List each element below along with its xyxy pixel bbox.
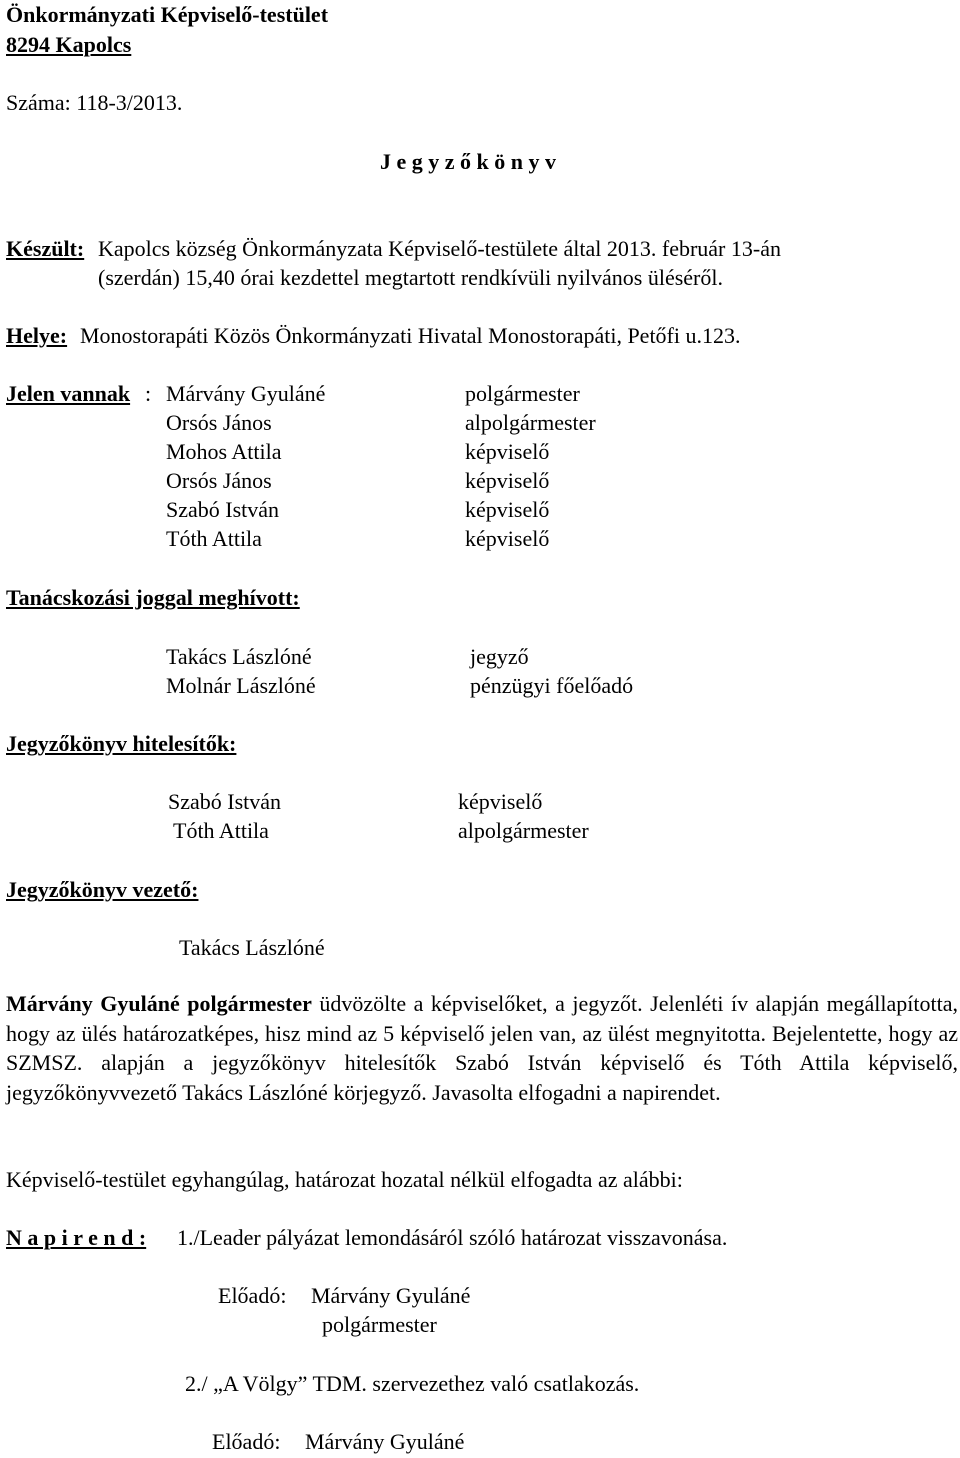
invited-role: pénzügyi főelőadó [470,673,634,698]
document-title: J e g y z ő k ö n y v [380,149,556,174]
attendee-role: polgármester [465,381,580,406]
document-number: Száma: 118-3/2013. [6,90,183,115]
org-address: 8294 Kapolcs [6,32,132,57]
attendee-name: Mohos Attila [166,439,282,464]
agenda-item-1: 1./Leader pályázat lemondásáról szóló határozat visszavonása. [177,1225,728,1250]
helye-text: Monostorapáti Közös Önkormányzati Hivatal Monostorapáti, Petőfi u.123. [80,323,741,348]
opening-paragraph [6,989,958,1107]
agenda-item-2: 2./ „A Völgy” TDM. szervezethez való csatlakozás. [185,1371,640,1396]
invited-role: jegyző [470,644,529,669]
keszult-line-2: (szerdán) 15,40 órai kezdettel megtartott rendkívüli nyilvános üléséről. [98,265,723,290]
attendee-role: képviselő [465,468,550,493]
attendee-role: képviselő [465,497,550,522]
agenda-label: N a p i r e n d : [6,1225,147,1250]
authenticator-name: Tóth Attila [173,818,269,843]
authenticator-role: képviselő [458,789,543,814]
keszult-line-1: Kapolcs község Önkormányzata Képviselő-testülete által 2013. február 13-án [98,236,781,261]
keszult-label: Készült: [6,236,85,261]
authenticator-name: Szabó István [168,789,282,814]
authenticators-label: Jegyzőkönyv hitelesítők: [6,731,237,756]
attendee-name: Márvány Gyuláné [166,381,326,406]
invited-name: Molnár Lászlóné [166,673,316,698]
attendee-name: Tóth Attila [166,526,262,551]
opening-text: üdvözölte a képviselőket, a jegyzőt. Jelenléti ív alapján megállapította, hogy az ülés határozatképes, hisz mind az 5 képviselő jelen van, az ülést megnyitotta. Bejelentette, hogy az SZMSZ. alapján a jegyzőkönyv hitelesítők Szabó István képviselő és Tóth Attila képviselő, jegyzőkönyvvezető Takács Lászlóné körjegyző. Javasolta elfogadni a napirendet. [6,991,958,1105]
presenter-role: polgármester [322,1312,437,1337]
attendee-name: Orsós János [166,468,272,493]
attendee-role: képviselő [465,439,550,464]
invited-label: Tanácskozási joggal meghívott: [6,585,300,610]
attendee-name: Szabó István [166,497,280,522]
attendee-role: alpolgármester [465,410,596,435]
authenticator-role: alpolgármester [458,818,589,843]
attendee-name: Orsós János [166,410,272,435]
recorder-name: Takács Lászlóné [179,935,325,960]
opening-lead: Márvány Gyuláné polgármester [6,991,312,1016]
presenter-label: Előadó: [218,1283,287,1308]
acceptance-statement: Képviselő-testület egyhangúlag, határozat hozatal nélkül elfogadta az alábbi: [6,1167,683,1192]
presenter-name: Márvány Gyuláné [311,1283,471,1308]
attendee-role: képviselő [465,526,550,551]
jelen-label: Jelen vannak [6,381,131,406]
presenter-label: Előadó: [212,1429,281,1454]
invited-name: Takács Lászlóné [166,644,312,669]
presenter-name: Márvány Gyuláné [305,1429,465,1454]
recorder-label: Jegyzőkönyv vezető: [6,877,199,902]
helye-label: Helye: [6,323,68,348]
jelen-colon: : [145,381,152,406]
org-name: Önkormányzati Képviselő-testület [6,2,329,27]
